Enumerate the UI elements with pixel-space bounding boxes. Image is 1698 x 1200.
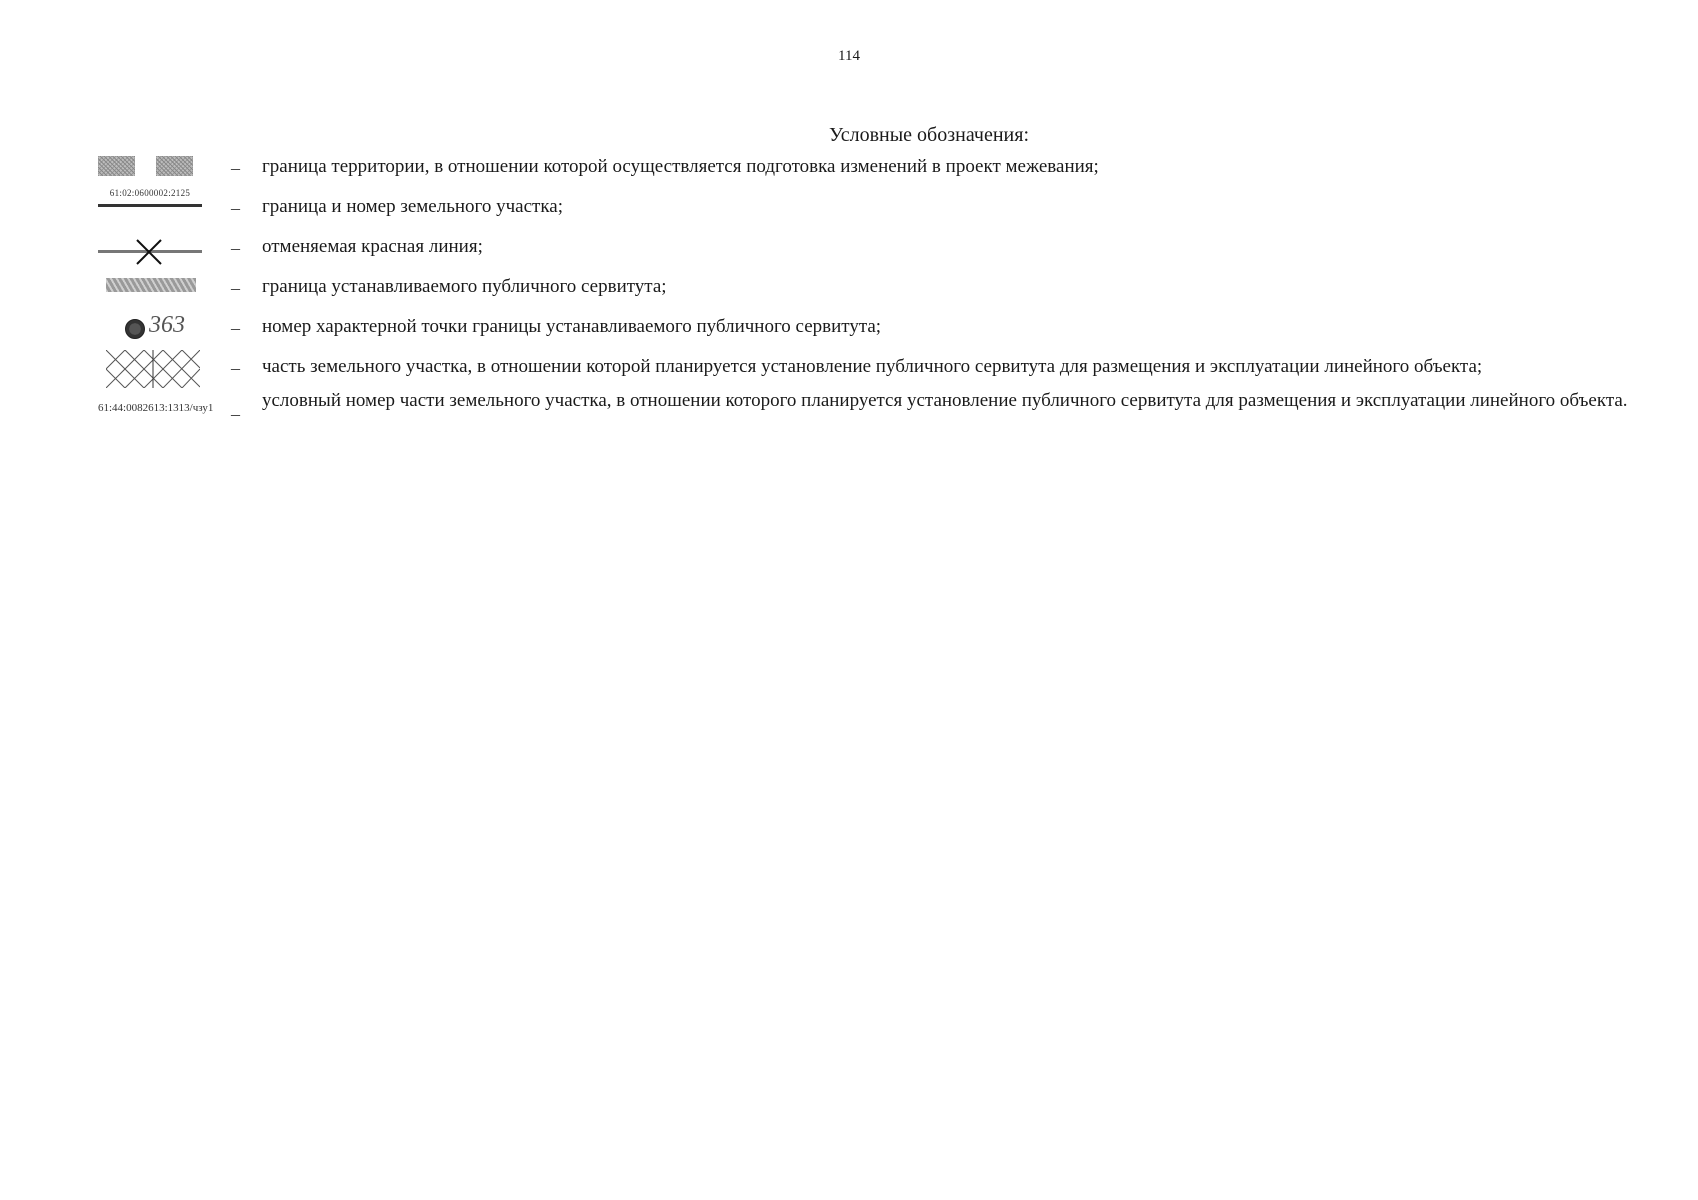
legend-text: номер характерной точки границы устанавливаемого публичного сервитута; <box>262 316 882 337</box>
legend-dash: – <box>231 318 240 338</box>
page-number: 114 <box>838 48 860 64</box>
legend-text: часть земельного участка, в отношении которой планируется установление публичного сервитута для размещения и эксплуатации линейного объекта; <box>262 356 1483 377</box>
legend-item-servitude-boundary <box>98 272 1658 312</box>
crosshatch-symbol <box>98 352 202 388</box>
legend-text: граница территории, в отношении которой осуществляется подготовка изменений в проект межевания; <box>262 156 1099 177</box>
legend-dash: – <box>231 198 240 218</box>
point-dot-icon <box>125 319 145 339</box>
legend-item-characteristic-point <box>98 312 1658 352</box>
hatch-block-right <box>156 156 193 176</box>
legend-title: Условные обозначения: <box>828 124 1030 146</box>
point-number-label: 363 <box>149 312 185 338</box>
legend-text: отменяемая красная линия; <box>262 236 483 257</box>
legend-text: граница устанавливаемого публичного сервитута; <box>262 276 667 297</box>
hatch-block-left <box>98 156 135 176</box>
legend-dash: – <box>231 278 240 298</box>
legend-item-parcel-boundary <box>98 188 1658 232</box>
legend-text: граница и номер земельного участка; <box>262 196 564 217</box>
characteristic-point-symbol <box>98 312 202 348</box>
legend-dash: – <box>231 158 240 178</box>
conditional-number-label: 61:44:0082613:1313/чзу1 <box>98 402 214 414</box>
legend-item-cancelled-red-line <box>98 232 1658 272</box>
cancelled-red-line-symbol <box>98 232 202 268</box>
parcel-boundary-line <box>98 204 202 207</box>
territory-boundary-symbol <box>98 152 202 188</box>
servitude-boundary-symbol <box>98 272 202 308</box>
legend-dash: – <box>231 404 240 424</box>
crosshatch-pattern <box>106 350 200 388</box>
legend-dash: – <box>231 238 240 258</box>
legend-item-conditional-number <box>98 392 1658 436</box>
legend-dash: – <box>231 358 240 378</box>
legend-list <box>98 152 1658 436</box>
cross-icon <box>135 238 163 266</box>
parcel-boundary-symbol <box>98 188 202 228</box>
conditional-number-symbol <box>98 392 214 428</box>
legend-item-servitude-part <box>98 352 1658 392</box>
legend-text: условный номер части земельного участка, в отношении которого планируется установление публичного сервитута для размещения и эксплуатации линейного объекта. <box>262 390 1628 411</box>
legend-item-territory-boundary <box>98 152 1658 192</box>
servitude-band <box>106 278 196 292</box>
parcel-number-label: 61:02:0600002:2125 <box>109 188 191 198</box>
